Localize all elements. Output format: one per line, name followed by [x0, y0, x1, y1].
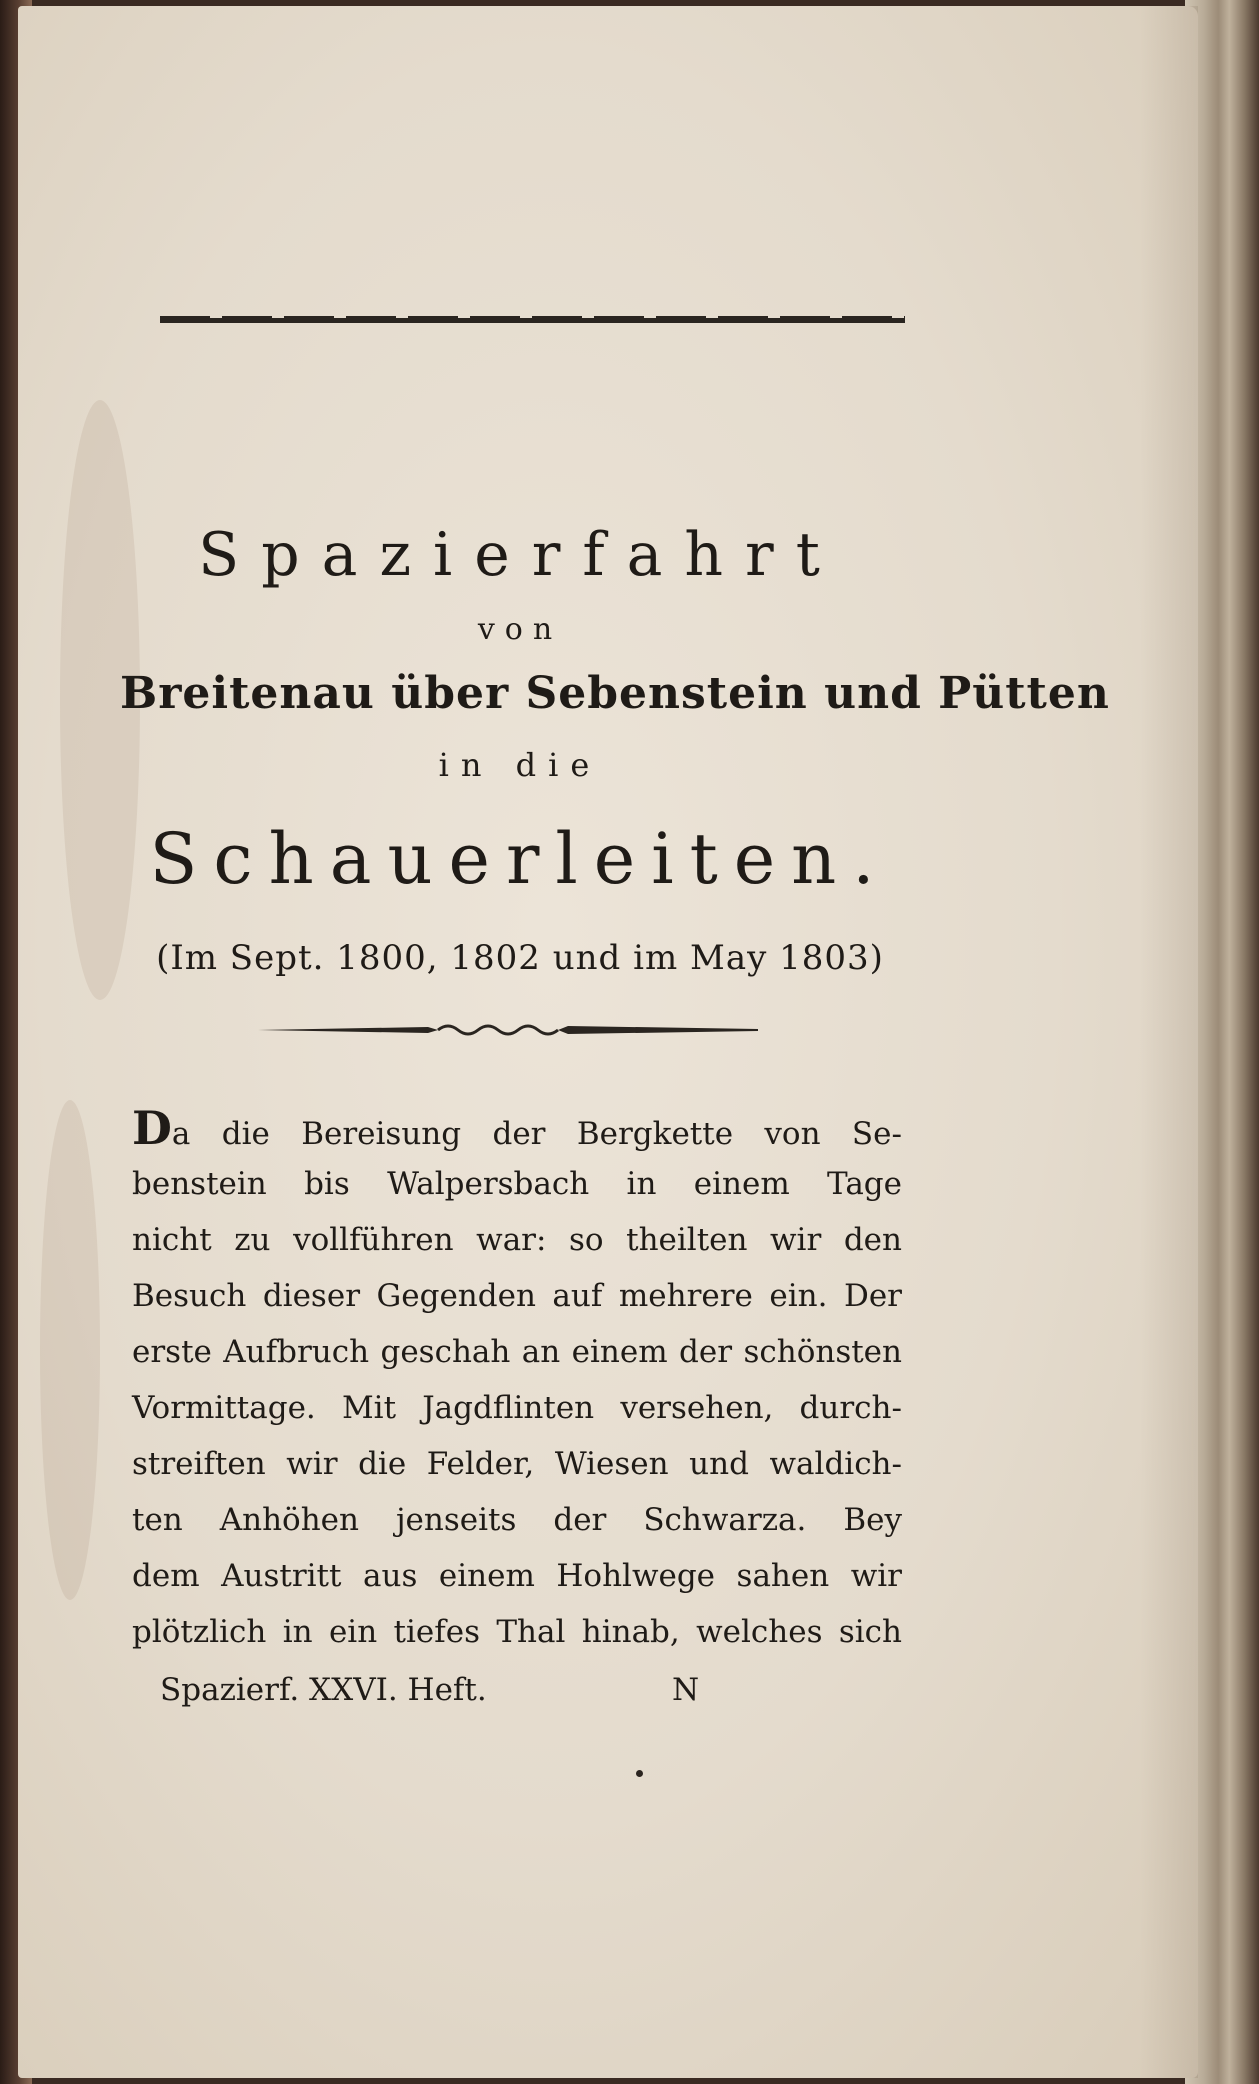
title-route: Breitenau über Sebenstein und Pütten	[120, 668, 1110, 719]
body-line: Besuch dieser Gegenden auf mehrere ein. Der	[132, 1278, 902, 1314]
body-line: erste Aufbruch geschah an einem der schönsten	[132, 1334, 902, 1370]
ornament-divider	[258, 1018, 758, 1042]
title-dates: (Im Sept. 1800, 1802 und im May 1803)	[156, 938, 884, 978]
body-line: dem Austritt aus einem Hohlwege sahen wir	[132, 1558, 902, 1594]
title-spazierfahrt: Spazierfahrt	[198, 520, 842, 590]
running-title: Spazierf. XXVI. Heft.	[160, 1672, 487, 1708]
body-line: Vormittage. Mit Jagdflinten versehen, durch-	[132, 1390, 902, 1426]
page-footer	[160, 1672, 720, 1708]
title-schauerleiten: Schauerleiten.	[149, 818, 891, 900]
body-line: plötzlich in ein tiefes Thal hinab, welches sich	[132, 1614, 902, 1650]
body-paragraph	[132, 1100, 902, 1660]
body-line: streiften wir die Felder, Wiesen und waldich-	[132, 1446, 902, 1482]
body-line: nicht zu vollführen war: so theilten wir den	[132, 1222, 902, 1258]
page-stain	[40, 1100, 100, 1600]
drop-cap: D	[132, 1101, 172, 1155]
top-rule	[160, 318, 905, 323]
title-in-die: in die	[438, 746, 602, 784]
signature-mark: N	[672, 1672, 700, 1708]
body-line: Da die Bereisung der Bergkette von Se-	[132, 1101, 902, 1155]
title-von: von	[477, 612, 563, 647]
ink-dot	[636, 1770, 643, 1777]
page-shadow	[1140, 6, 1198, 2078]
body-line: benstein bis Walpersbach in einem Tage	[132, 1166, 902, 1202]
body-line: ten Anhöhen jenseits der Schwarza. Bey	[132, 1502, 902, 1538]
